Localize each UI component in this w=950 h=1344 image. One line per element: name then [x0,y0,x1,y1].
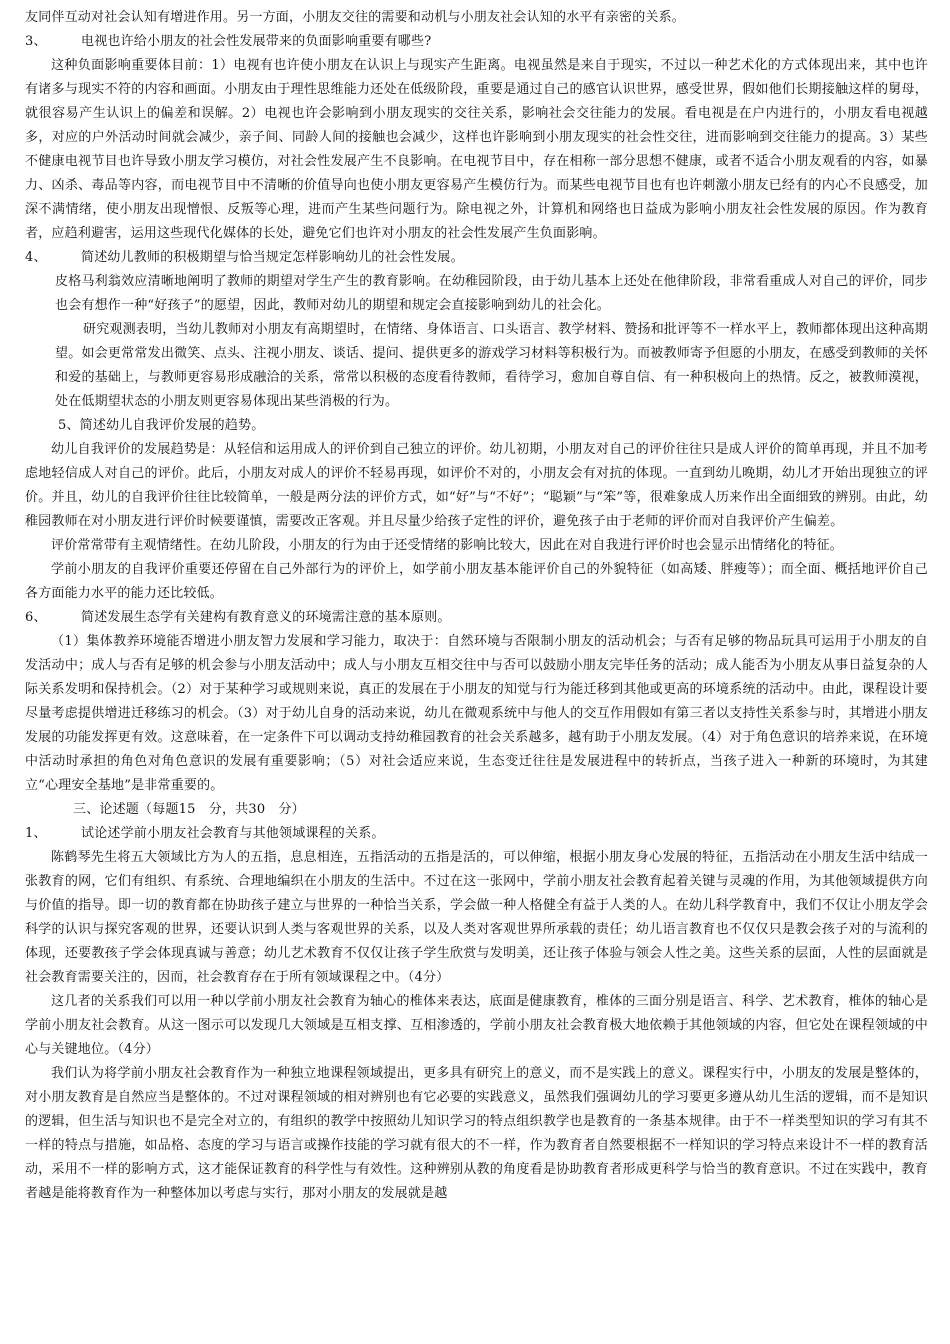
paragraph-intro-continuation: 友同伴互动对社会认知有增进作用。另一方面，小朋友交往的需要和动机与小朋友社会认知的水平有亲密的关系。 [25,10,686,25]
essay-question-1-answer-1: 陈鹤琴先生将五大领域比方为人的五指，息息相连，五指活动的五指是活的，可以伸缩，根据小朋友身心发展的特征，五指活动在小朋友生活中结成一张教育的网，它们有组织、有系统、合理地编织在小朋友的生活中。不过在这一张网中，学前小朋友社会教育起着关键与灵魂的作用，为其他领域提供方向与价值的指导。即一切的教育都在协助孩子建立与世界的一种恰当关系，学会做一种人格健全有益于人类的人。在幼儿科学教育中，我们不仅让小朋友学会科学的认识与探究客观的世界，还要认识到人类与客观世界的关系，以及人类对客观世界所承载的责任；幼儿语言教育也不仅仅只是教会孩子对的与流利的体现，还要教孩子学会体现真诚与善意；幼儿艺术教育不仅仅让孩子学生欣赏与发明美，还让孩子体验与领会人性之美。这些关系的层面，人性的层面就是社会教育需要关注的，因而，社会教育存在于所有领域课程之中。（4分） [25,850,928,985]
section-3-heading: 三、论述题（每题15 分，共30 分） [73,802,305,817]
question-5: 5、简述幼儿自我评价发展的趋势。 [58,418,265,433]
essay-question-1-number: 1、 [25,826,47,841]
question-4-text: 简述幼儿教师的积极期望与恰当规定怎样影响幼儿的社会性发展。 [81,250,464,265]
question-4-answer-1: 皮格马利翁效应清晰地阐明了教师的期望对学生产生的教育影响。在幼稚园阶段，由于幼儿基本上还处在他律阶段，非常看重成人对自己的评价，同步也会有想作一种“好孩子”的愿望，因此，教师对幼儿的期望和规定会直接影响到幼儿的社会化。 [55,274,928,313]
essay-question-1-answer-3: 我们认为将学前小朋友社会教育作为一种独立地课程领域提出，更多具有研究上的意义，而不是实践上的意义。课程实行中，小朋友的发展是整体的，对小朋友教育是自然应当是整体的。不过对课程领域的相对辨别也有它必要的实践意义，虽然我们强调幼儿的学习要更多遵从幼儿生活的逻辑，而不是知识的逻辑，但生活与知识也不是完全对立的，有组织的教学中按照幼儿知识学习的特点组织教学也是教育的一条基本规律。由于不一样类型知识的学习有其不一样的特点与措施，如品格、态度的学习与语言或操作技能的学习就有很大的不一样，作为教育者自然要根据不一样知识的学习特点来设计不一样的教育活动，采用不一样的影响方式，这才能保证教育的科学性与有效性。这种辨别从教的角度看是协助教育者形成更科学与恰当的教育意识。不过在实践中，教育者越是能将教育作为一种整体加以考虑与实行，那对小朋友的发展就是越 [25,1066,928,1201]
question-6-answer: （1）集体教养环境能否增进小朋友智力发展和学习能力，取决于：自然环境与否限制小朋友的活动机会；与否有足够的物品玩具可运用于小朋友的自发活动中；成人与否有足够的机会参与小朋友活动中；成人与小朋友互相交往中与否可以鼓励小朋友完毕任务的活动；成人能否为小朋友从事日益复杂的人际关系发明和保持机会。（2）对于某种学习或规则来说，真正的发展在于小朋友的知觉与行为能迁移到其他或更高的环境系统的活动中。由此，课程设计要尽量考虑提供增进迁移练习的机会。（3）对于幼儿自身的活动来说，幼儿在微观系统中与他人的交互作用假如有第三者以支持性关系参与时，其增进小朋友发展的功能发挥更有效。这意味着，在一定条件下可以调动支持幼稚园教育的社会关系越多，越有助于小朋友发展。（4）对于角色意识的培养来说，在环境中活动时承担的角色对角色意识的发展有重要影响；（5）对社会适应来说，生态变迁往往是发展进程中的转折点，当孩子进入一种新的环境时，为其建立“心理安全基地”是非常重要的。 [25,634,928,793]
question-3 [25,30,928,54]
question-3-number: 3、 [25,34,47,49]
question-6-number: 6、 [25,610,47,625]
question-4 [25,246,928,270]
question-3-answer: 这种负面影响重要体目前：1）电视有也许使小朋友在认识上与现实产生距离。电视虽然是来自于现实，不过以一种艺术化的方式体现出来，其中也许有诸多与现实不符的内容和画面。小朋友由于理性思维能力还处在低级阶段，重要是通过自己的感官认识世界，感受世界，假如他们长期接触这样的舅母，就很容易产生认识上的偏差和误解。2）电视也许会影响到小朋友现实的交往关系，影响社会交往能力的发展。看电视是在户内进行的，小朋友看电视越多，对应的户外活动时间就会减少，亲子间、同龄人间的接触也会减少，这样也许影响到小朋友现实的社会性交往，进而影响到交往能力的提高。3）某些不健康电视节目也许导致小朋友学习模仿，对社会性发展产生不良影响。在电视节目中，存在相称一部分思想不健康，或者不适合小朋友观看的内容，如暴力、凶杀、毒品等内容，而电视节目中不清晰的价值导向也使小朋友更容易产生模仿行为。而某些电视节目也有也许刺激小朋友已经有的内心不良感受，加深不满情绪，使小朋友出现憎恨、反叛等心理，进而产生某些问题行为。除电视之外，计算机和网络也日益成为影响小朋友社会性发展的原因。作为教育者，应趋利避害，运用这些现代化媒体的长处，避免它们也许对小朋友的社会性发展产生负面影响。 [25,58,928,241]
question-5-answer-2: 评价常常带有主观情绪性。在幼儿阶段，小朋友的行为由于还受情绪的影响比较大，因此在对自我进行评价时也会显示出情绪化的特征。 [51,538,844,553]
question-6 [25,606,928,630]
question-6-text: 简述发展生态学有关建构有教育意义的环境需注意的基本原则。 [81,610,451,625]
question-5-answer-3: 学前小朋友的自我评价重要还停留在自己外部行为的评价上，如学前小朋友基本能评价自己的外貌特征（如高矮、胖瘦等）；而全面、概括地评价自己各方面能力水平的能力还比较低。 [25,562,928,601]
question-4-answer-2: 研究观测表明，当幼儿教师对小朋友有高期望时，在情绪、身体语言、口头语言、教学材料、赞扬和批评等不一样水平上，教师都体现出这种高期望。如会更常常发出微笑、点头、注视小朋友、谈话、提问、提供更多的游戏学习材料等积极行为。而被教师寄予但愿的小朋友，在感受到教师的关怀和爱的基础上，与教师更容易形成融洽的关系，常常以积极的态度看待教师，看待学习，愈加自尊自信、有一种积极向上的热情。反之，被教师漠视，处在低期望状态的小朋友则更容易体现出某些消极的行为。 [55,322,928,409]
question-3-text: 电视也许给小朋友的社会性发展带来的负面影响重要有哪些? [81,34,432,49]
essay-question-1-answer-2: 这几者的关系我们可以用一种以学前小朋友社会教育为轴心的椎体来表达，底面是健康教育，椎体的三面分别是语言、科学、艺术教育，椎体的轴心是学前小朋友社会教育。从这一图示可以发现几大领域是互相支撑、互相渗透的，学前小朋友社会教育极大地依赖于其他领域的内容，但它处在课程领域的中心与关键地位。（4分） [25,994,928,1057]
essay-question-1 [25,822,928,846]
essay-question-1-text: 试论述学前小朋友社会教育与其他领域课程的关系。 [81,826,385,841]
question-4-number: 4、 [25,250,47,265]
question-5-answer-1: 幼儿自我评价的发展趋势是：从轻信和运用成人的评价到自己独立的评价。幼儿初期，小朋友对自己的评价往往只是成人评价的简单再现，并且不加考虑地轻信成人对自己的评价。此后，小朋友对成人的评价不轻易再现，如评价不对的，小朋友会有对抗的体现。一直到幼儿晚期，幼儿才开始出现独立的评价。并且，幼儿的自我评价往往比较简单，一般是两分法的评价方式，如“好”与“不好”；“聪颖”与“笨”等，很难象成人历来作出全面细致的辨别。由此，幼稚园教师在对小朋友进行评价时候要谨慎，需要改正客观。并且尽量少给孩子定性的评价，避免孩子由于老师的评价而对自我评价产生偏差。 [25,442,928,529]
